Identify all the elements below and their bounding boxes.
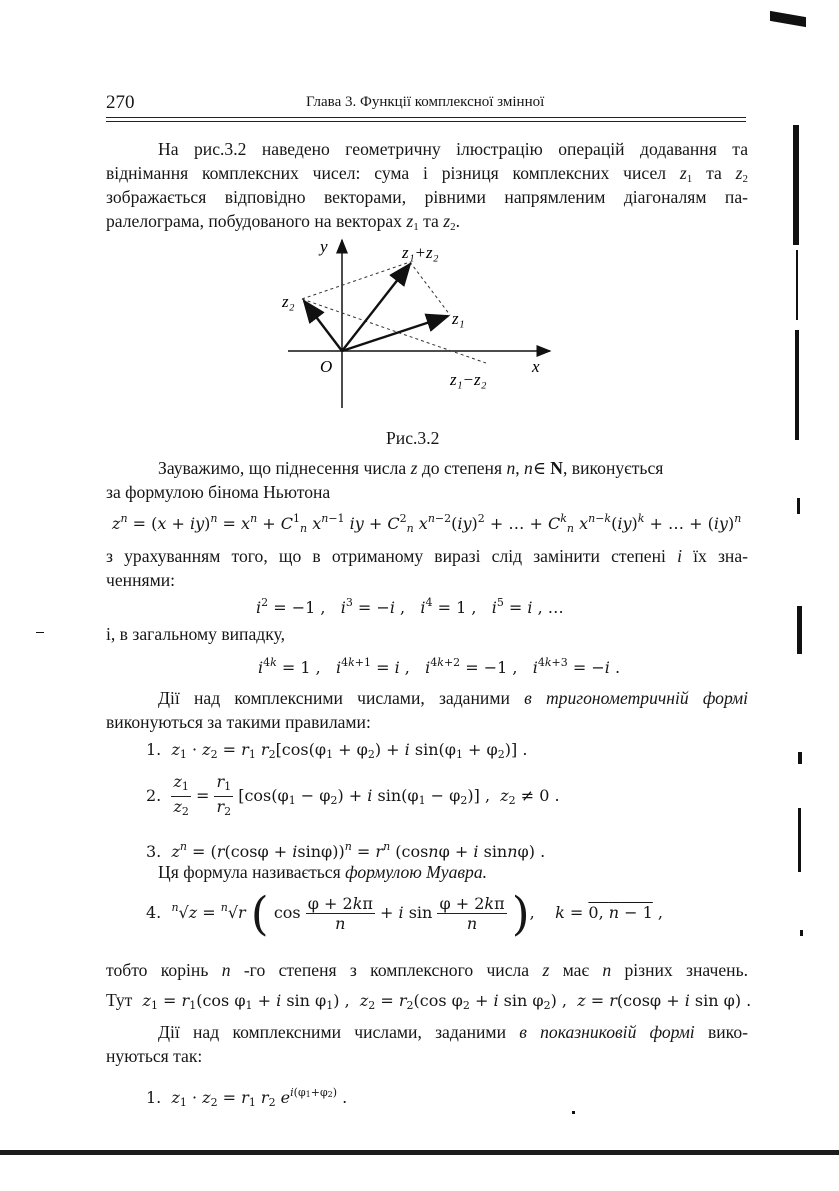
vector-figure <box>270 230 570 415</box>
sum-vector <box>342 264 410 351</box>
intro-line-2: віднімання комплексних чисел: сума і різниця комплексних чисел $z_1$ та $z_2$ <box>106 163 748 185</box>
sum-label: z₁+z₂ <box>402 243 439 262</box>
general-case-line: і, в загальному випадку, <box>106 624 285 644</box>
binomial-after-1: з урахуванням того, що в отриманому виразі слід замінити степені i їх зна- <box>106 546 748 566</box>
moivre-line: Ця формула називається формулою Муавра. <box>158 862 488 882</box>
scan-mark-right-1 <box>793 125 799 245</box>
trig-intro-1: Дії над комплексними числами, заданими в тригонометричній формі <box>158 688 748 708</box>
header-rule <box>106 117 746 118</box>
intro-line-4: ралелограма, побудованого на векторах $z_1$ та $z_2$. <box>106 211 461 233</box>
z2-vector <box>304 301 342 351</box>
powers-of-i: $i^2 = -1$ , $i^3 = -i$ , $i^4 = 1$ , $i^5 = i$ , … <box>256 596 564 617</box>
scan-mark-right-4 <box>797 498 800 514</box>
scan-mark-right-5 <box>797 606 802 654</box>
scan-mark-right-6 <box>798 752 802 764</box>
header-rule-thin <box>106 121 746 122</box>
y-label: y <box>320 237 328 256</box>
chapter-title: Глава 3. Функції комплексної змінної <box>306 94 545 110</box>
running-head <box>106 92 746 120</box>
scan-mark-right-7 <box>798 808 801 872</box>
parallelogram-side-top <box>302 262 410 299</box>
rule-trig-division: 2. $\frac{z_1}{z_2}$ = $\frac{r_1}{r_2}$ [$\cos(\varphi_1 - \varphi_2) + i$ $\sin(\varphi_1 - \varphi_2)$] , $z_2 \ne 0$ . <box>146 772 560 818</box>
origin-label: O <box>320 357 333 376</box>
x-label: x <box>532 357 540 376</box>
exp-intro-2: нуються так: <box>106 1046 203 1066</box>
difference-label: z₁−z₂ <box>450 370 487 389</box>
intro-line-3: зображається відповідно векторами, рівними напрямленим діагоналям па- <box>106 187 748 207</box>
figure-caption: Рис.3.2 <box>386 428 440 448</box>
scan-dot <box>572 1111 575 1114</box>
binomial-after-2: ченнями: <box>106 570 176 590</box>
rule-exp-multiplication: 1. $z_1 \cdot z_2 = r_1$ $r_2$ $e^{i(\varphi_1+\varphi_2)}$ . <box>146 1086 348 1109</box>
rule-trig-root: 4. $^n$√z = $^n$√r ( cos $\frac{\varphi + 2k\pi}{n}$ + i sin $\frac{\varphi + 2k\pi}{n}$ ), k = 0, n − 1 , <box>146 886 663 941</box>
rule-trig-power: 3. $z^n = (r(\cos\varphi + isin\varphi))^n = r^n$ (cosnφ + i sinnφ) . <box>146 840 546 861</box>
binomial-line-1: Зауважимо, що піднесення числа z до степеня n, n∈ N, виконується <box>158 458 664 478</box>
general-powers: $i^{4k} = 1$ , $i^{4k+1} = i$ , $i^{4k+2} = -1$ , $i^{4k+3} = -i$ . <box>258 656 621 677</box>
exp-intro-1: Дії над комплексними числами, заданими в показниковій формі вико- <box>158 1022 748 1042</box>
parallelogram-side-right <box>410 262 450 315</box>
z1-vector <box>342 316 448 351</box>
binomial-formula: $z^n = (x + iy)^n = x^n + C^1_n$ $x^{n-1}$ iy + $C^2_n$ $x^{n-2}(iy)^2$ + … + $C^k_n$ $x^{n-k}(iy)^k$ + … + (iy)$^n$ <box>112 512 742 535</box>
scan-mark-right-8 <box>800 930 803 936</box>
z2-label: z₂ <box>282 292 295 311</box>
scan-mark-left <box>36 632 44 633</box>
scan-bottom-bar <box>0 1150 839 1155</box>
scan-mark-right-2 <box>796 250 798 320</box>
rule-trig-multiplication: 1. $z_1 \cdot z_2 = r_1$ $r_2[\cos(\varphi_1 + \varphi_2) + i$ $\sin(\varphi_1 + \varphi_2)$] . <box>146 740 528 761</box>
roots-line: тобто корінь n -го степеня з комплексного числа z має n різних значень. <box>106 960 749 980</box>
binomial-line-2: за формулою бінома Ньютона <box>106 482 331 502</box>
scan-mark-right-3 <box>795 330 799 440</box>
intro-line-1: На рис.3.2 наведено геометричну ілюстрацію операцій додавання та <box>158 139 748 159</box>
z1-label: z₁ <box>452 309 465 328</box>
scan-mark-top <box>770 11 806 27</box>
here-definitions: Тут $z_1 = r_1(\cos$ $\varphi_1 + i$ $\sin \varphi_1$) , $z_2 = r_2(\cos$ $\varphi_2 + i$ $\sin \varphi_2$) , z = r(cosφ + i sin φ) . <box>106 990 752 1012</box>
trig-intro-2: виконуються за такими правилами: <box>106 712 371 732</box>
page-number: 270 <box>106 92 135 113</box>
